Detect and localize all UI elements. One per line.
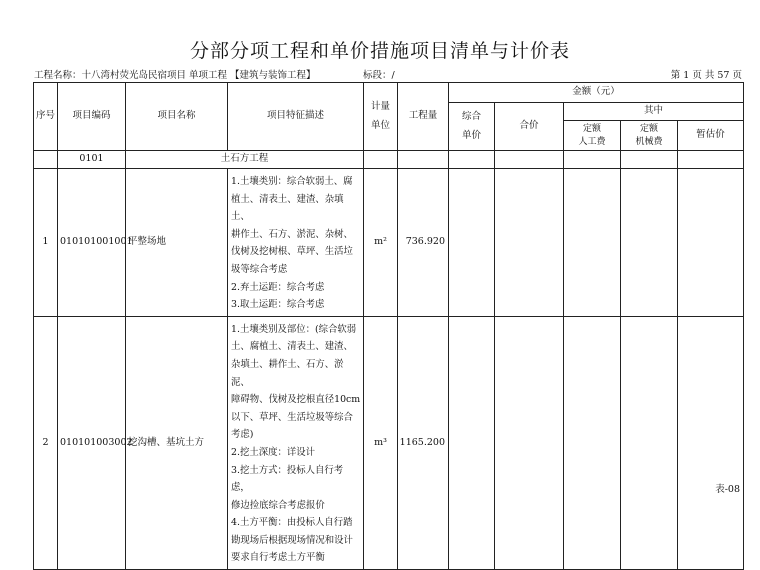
header-unit (364, 83, 398, 151)
header-total: 合价 (495, 103, 564, 151)
cell-empty (678, 169, 744, 317)
desc-line: 土、腐植土、清表土、建渣、 (231, 341, 353, 353)
desc-line: 圾等综合考虑 (231, 263, 288, 275)
header-amount: 金额（元） (449, 83, 744, 103)
cell-empty (621, 169, 678, 317)
header-labor (564, 121, 621, 151)
header-of-which: 其中 (564, 103, 744, 121)
page-title: 分部分项工程和单价措施项目清单与计价表 (189, 40, 570, 62)
desc-line: 1.土壤类别及部位：(综合软弱 (231, 323, 357, 335)
section-label: 标段：/ (363, 70, 395, 81)
row-code: 010101001001 (58, 169, 126, 317)
cell-empty (621, 151, 678, 169)
desc-line: 障碍物、伐树及挖根直径10cm (231, 394, 361, 406)
row-seq: 1 (34, 169, 58, 317)
row-seq: 2 (34, 316, 58, 569)
desc-line: 修边捡底综合考虑报价 (231, 499, 325, 511)
desc-line: 3.取土运距：综合考虑 (231, 299, 325, 311)
header-labor-line2: 人工费 (578, 136, 606, 147)
section-row (34, 151, 744, 169)
header-qty: 工程量 (398, 83, 449, 151)
header-machine (621, 121, 678, 151)
header-machine-line2: 机械费 (635, 136, 663, 147)
row-desc (228, 169, 364, 317)
header-code: 项目编码 (58, 83, 126, 151)
row-desc (228, 316, 364, 569)
cell-empty (564, 151, 621, 169)
row-unit: m² (364, 169, 398, 317)
section-name: 土石方工程 (126, 151, 364, 169)
row-code: 010101003002 (58, 316, 126, 569)
section-code: 0101 (58, 151, 126, 169)
desc-line: 3.挖土方式：投标人自行考虑， (231, 464, 344, 494)
header-unit-line1: 计量 (370, 100, 390, 112)
desc-line: 勘现场后根据现场情况和设计 (231, 534, 353, 546)
cell-empty (495, 169, 564, 317)
header-unit-price-line2: 单价 (461, 129, 481, 141)
cell-empty (398, 151, 449, 169)
header-unit-price-line1: 综合 (461, 110, 481, 122)
cell-empty (449, 151, 495, 169)
cell-empty (564, 316, 621, 569)
header-desc: 项目特征描述 (228, 83, 364, 151)
cell-empty (364, 151, 398, 169)
cell-empty (678, 151, 744, 169)
desc-line: 植土、清表土、建渣、杂填土、 (231, 193, 344, 223)
cell-empty (495, 316, 564, 569)
header-name: 项目名称 (126, 83, 228, 151)
table-code: 表-08 (715, 484, 740, 495)
cell-empty (449, 169, 495, 317)
cell-empty (495, 151, 564, 169)
row-unit: m³ (364, 316, 398, 569)
table-row (34, 316, 744, 569)
desc-line: 1.土壤类别：综合软弱土、腐 (231, 176, 353, 187)
row-qty: 1165.200 (398, 316, 449, 569)
desc-line: 要求自行考虑土方平衡 (231, 552, 325, 564)
header-seq: 序号 (34, 83, 58, 151)
row-qty: 736.920 (398, 169, 449, 317)
cell-empty (449, 316, 495, 569)
header-labor-line1: 定额 (582, 124, 601, 135)
project-name: 工程名称：十八湾村荧光岛民宿项目 单项工程 【建筑与装饰工程】 (34, 70, 316, 81)
row-name: 挖沟槽、基坑土方 (126, 316, 228, 569)
desc-line: 4.土方平衡：由投标人自行踏 (231, 517, 353, 529)
header-machine-line1: 定额 (639, 124, 658, 135)
cell-empty (621, 316, 678, 569)
page-indicator: 第 1 页 共 57 页 (670, 70, 742, 81)
desc-line: 2.挖土深度：详设计 (231, 446, 315, 458)
cell-empty (678, 316, 744, 569)
desc-line: 2.弃土运距：综合考虑 (231, 281, 325, 293)
desc-line: 考虑) (231, 429, 254, 441)
header-provisional: 暂估价 (678, 121, 744, 151)
cell-empty (34, 151, 58, 169)
desc-line: 杂填土、耕作土、石方、淤泥、 (231, 358, 344, 388)
cell-empty (564, 169, 621, 317)
desc-line: 伐树及挖树根、草坪、生活垃 (231, 246, 353, 258)
table-row (34, 169, 744, 317)
row-name: 平整场地 (126, 169, 228, 317)
desc-line: 以下、草坪、生活垃圾等综合 (231, 411, 353, 423)
pricing-table (33, 82, 744, 570)
header-unit-line2: 单位 (370, 119, 390, 131)
desc-line: 耕作土、石方、淤泥、杂树、 (231, 228, 353, 240)
header-unit-price (449, 103, 495, 151)
